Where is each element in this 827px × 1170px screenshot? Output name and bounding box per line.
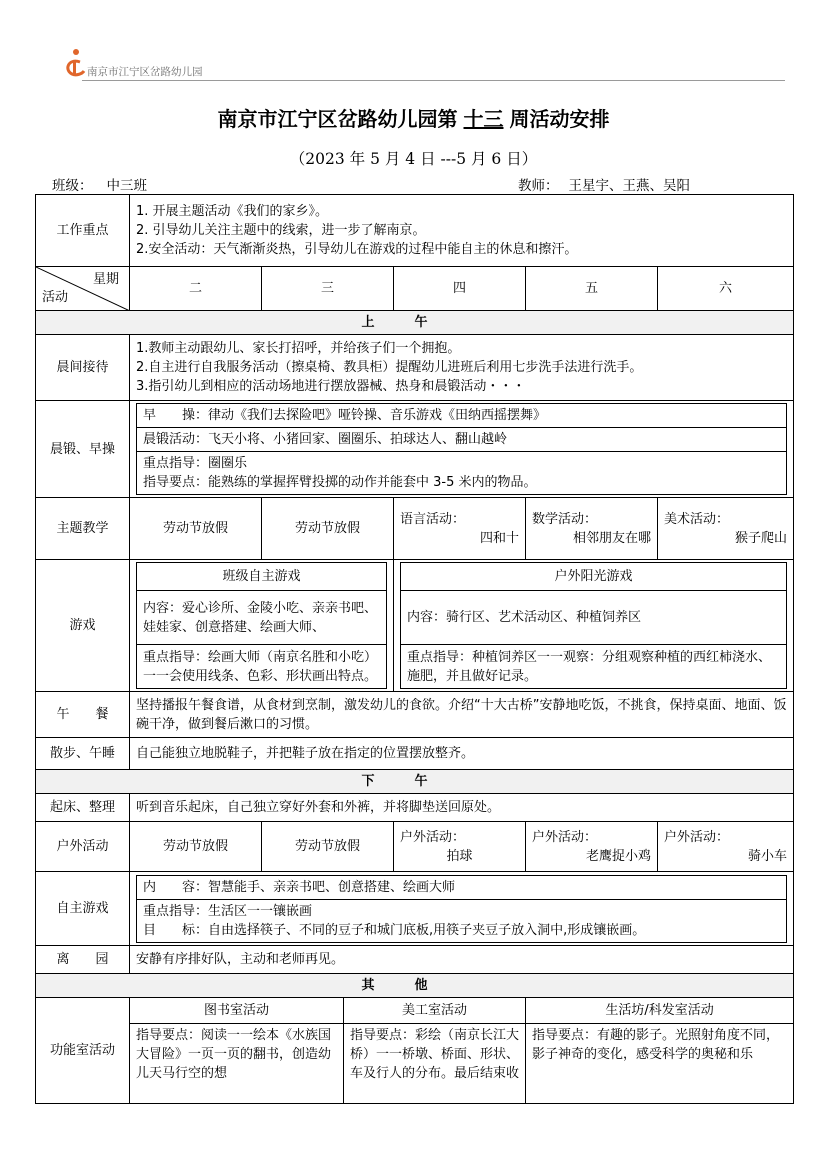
morning-section-title: 上午 <box>36 311 794 335</box>
outdoor-holiday: 劳动节放假 <box>262 822 394 872</box>
games-label: 游戏 <box>36 560 130 692</box>
title-week: 十三 <box>463 107 504 131</box>
free-play-content <box>130 872 794 946</box>
afternoon-section-title: 下午 <box>36 770 794 794</box>
teacher-info <box>518 174 767 195</box>
work-focus-row <box>36 195 794 267</box>
exercise-row <box>36 401 794 498</box>
theme-activity-title: 语言活动： <box>400 511 466 527</box>
exercise-key-points: 指导要点：能熟练的掌握挥臂投掷的动作并能套中 3-5 米内的物品。 <box>143 475 537 490</box>
theme-activity-value: 猴子爬山 <box>735 530 788 546</box>
games-row <box>36 560 794 692</box>
theme-label: 主题教学 <box>36 498 130 560</box>
free-play-row <box>36 872 794 946</box>
outdoor-activity-title: 户外活动： <box>532 829 598 845</box>
science-room-title: 生活坊/科发室活动 <box>526 998 794 1024</box>
title-suffix: 周活动安排 <box>509 107 610 131</box>
class-label: 班级： <box>52 178 93 194</box>
exercise-label: 晨锻、早操 <box>36 401 130 498</box>
reception-item: 2.自主进行自我服务活动（擦桌椅、教具柜）提醒幼儿进班后利用七步洗手法进行洗手。 <box>136 360 643 375</box>
page-header <box>60 46 785 86</box>
class-games-focus: 重点指导：绘画大师（南京名胜和小吃）一一会使用线条、色彩、形状画出特点。 <box>137 645 387 689</box>
outdoor-games-content: 内容：骑行区、艺术活动区、种植饲养区 <box>401 591 787 645</box>
class-games-content: 内容：爱心诊所、金陵小吃、亲亲书吧、娃娃家、创意搭建、绘画大师、 <box>137 591 387 645</box>
theme-activity-title: 美术活动： <box>664 511 730 527</box>
function-room-content-row <box>36 1024 794 1104</box>
outdoor-games-subtable <box>400 562 787 689</box>
week-corner-cell <box>36 267 130 311</box>
class-info <box>52 174 187 195</box>
reception-item: 1.教师主动跟幼儿、家长打招呼，并给孩子们一个拥抱。 <box>136 341 461 356</box>
outdoor-activity-title: 户外活动： <box>664 829 730 845</box>
theme-activity-cell <box>526 498 658 560</box>
morning-exercise: 早 操：律动《我们去探险吧》哑铃操、音乐游戏《田纳西摇摆舞》 <box>137 404 787 428</box>
theme-activity-title: 数学活动： <box>532 511 598 527</box>
nap-row <box>36 738 794 770</box>
page-title <box>0 103 827 132</box>
lunch-label: 午 餐 <box>36 692 130 738</box>
theme-activity-cell <box>658 498 794 560</box>
outdoor-label: 户外活动 <box>36 822 130 872</box>
day-header: 二 <box>130 267 262 311</box>
library-title: 图书室活动 <box>130 998 344 1024</box>
free-play-label: 自主游戏 <box>36 872 130 946</box>
art-room-content: 指导要点：彩绘（南京长江大桥）一一桥墩、桥面、形状、车及行人的分布。最后结束收 <box>344 1024 526 1104</box>
work-focus-content <box>130 195 794 267</box>
header-divider <box>82 80 785 81</box>
kindergarten-logo-icon <box>60 46 88 80</box>
art-room-title: 美工室活动 <box>344 998 526 1024</box>
outdoor-games-focus: 重点指导：种植饲养区一一观察：分组观察种植的西红柿浇水、施肥，并且做好记录。 <box>401 645 787 689</box>
wakeup-label: 起床、整理 <box>36 794 130 822</box>
outdoor-holiday: 劳动节放假 <box>130 822 262 872</box>
week-header-row <box>36 267 794 311</box>
outdoor-activity-cell <box>394 822 526 872</box>
work-focus-item: 1. 开展主题活动《我们的家乡》。 <box>136 204 329 219</box>
function-room-label: 功能室活动 <box>36 998 130 1104</box>
outdoor-games-cell <box>394 560 794 692</box>
theme-activity-value: 相邻朋友在哪 <box>572 530 651 546</box>
class-games-cell <box>130 560 394 692</box>
science-room-content: 指导要点：有趣的影子。光照射角度不同，影子神奇的变化，感受科学的奥秘和乐 <box>526 1024 794 1104</box>
exercise-subtable <box>136 403 787 495</box>
day-header: 三 <box>262 267 394 311</box>
outdoor-games-title: 户外阳光游戏 <box>401 563 787 591</box>
function-room-title-row <box>36 998 794 1024</box>
class-games-title: 班级自主游戏 <box>137 563 387 591</box>
outdoor-activity-cell <box>526 822 658 872</box>
outdoor-activity-cell <box>658 822 794 872</box>
exercise-focus: 重点指导：圈圈乐 <box>143 456 248 471</box>
morning-activities: 晨锻活动：飞天小将、小猪回家、圈圈乐、拍球达人、翻山越岭 <box>137 428 787 452</box>
library-content: 指导要点：阅读一一绘本《水族国大冒险》一页一页的翻书，创造幼儿天马行空的想 <box>130 1024 344 1104</box>
day-header: 四 <box>394 267 526 311</box>
other-section-title: 其他 <box>36 974 794 998</box>
free-play-goal: 目 标：自由选择筷子、不同的豆子和城门底板,用筷子夹豆子放入洞中,形成镶嵌画。 <box>143 922 646 938</box>
outdoor-activity-value: 拍球 <box>446 848 473 864</box>
theme-activity-cell <box>394 498 526 560</box>
teacher-label: 教师： <box>518 178 559 194</box>
exercise-guidance <box>137 452 787 495</box>
reception-item: 3.指引幼儿到相应的活动场地进行摆放器械、热身和晨锻活动・・・ <box>136 379 526 394</box>
nap-label: 散步、午睡 <box>36 738 130 770</box>
work-focus-item: 2. 引导幼儿关注主题中的线索，进一步了解南京。 <box>136 223 426 238</box>
exercise-content <box>130 401 794 498</box>
other-section-row <box>36 974 794 998</box>
wakeup-content: 听到音乐起床，自己独立穿好外套和外裤，并将脚垫送回原处。 <box>130 794 794 822</box>
morning-section-row <box>36 311 794 335</box>
theme-holiday: 劳动节放假 <box>130 498 262 560</box>
reception-row <box>36 335 794 401</box>
title-prefix: 南京市江宁区岔路幼儿园第 <box>217 107 458 131</box>
free-play-focus: 重点指导：生活区一一镶嵌画 <box>143 903 313 919</box>
lunch-row <box>36 692 794 738</box>
free-play-subtable <box>136 875 787 943</box>
class-games-subtable <box>136 562 387 689</box>
day-header: 六 <box>658 267 794 311</box>
teacher-value: 王星宇、王燕、吴阳 <box>559 174 767 195</box>
day-header: 五 <box>526 267 658 311</box>
outdoor-activity-title: 户外活动： <box>400 829 466 845</box>
schedule-table <box>35 194 794 1104</box>
wakeup-row <box>36 794 794 822</box>
theme-activity-value: 四和十 <box>479 530 519 546</box>
reception-label: 晨间接待 <box>36 335 130 401</box>
free-play-areas: 内 容：智慧能手、亲亲书吧、创意搭建、绘画大师 <box>137 875 787 899</box>
logo-text: 南京市江宁区岔路幼儿园 <box>87 66 203 78</box>
date-range: （2023 年 5 月 4 日 ---5 月 6 日） <box>289 150 538 168</box>
leave-label: 离 园 <box>36 946 130 974</box>
outdoor-row <box>36 822 794 872</box>
work-focus-label: 工作重点 <box>36 195 130 267</box>
nap-content: 自己能独立地脱鞋子，并把鞋子放在指定的位置摆放整齐。 <box>130 738 794 770</box>
class-value: 中三班 <box>93 174 187 195</box>
work-focus-item: 2.安全活动：天气渐渐炎热，引导幼儿在游戏的过程中能自主的休息和擦汗。 <box>136 242 578 257</box>
outdoor-activity-value: 老鹰捉小鸡 <box>585 848 651 864</box>
reception-content <box>130 335 794 401</box>
free-play-guidance <box>137 899 787 942</box>
outdoor-activity-value: 骑小车 <box>748 848 788 864</box>
leave-row <box>36 946 794 974</box>
corner-weekday-label: 星期 <box>92 272 119 287</box>
afternoon-section-row <box>36 770 794 794</box>
theme-row <box>36 498 794 560</box>
lunch-content: 坚持播报午餐食谱，从食材到烹制，激发幼儿的食欲。介绍“十大古桥”安静地吃饭，不挑食，保持桌面、地面、饭碗干净，做到餐后漱口的习惯。 <box>130 692 794 738</box>
leave-content: 安静有序排好队，主动和老师再见。 <box>130 946 794 974</box>
corner-activity-label: 活动 <box>42 290 69 305</box>
theme-holiday: 劳动节放假 <box>262 498 394 560</box>
